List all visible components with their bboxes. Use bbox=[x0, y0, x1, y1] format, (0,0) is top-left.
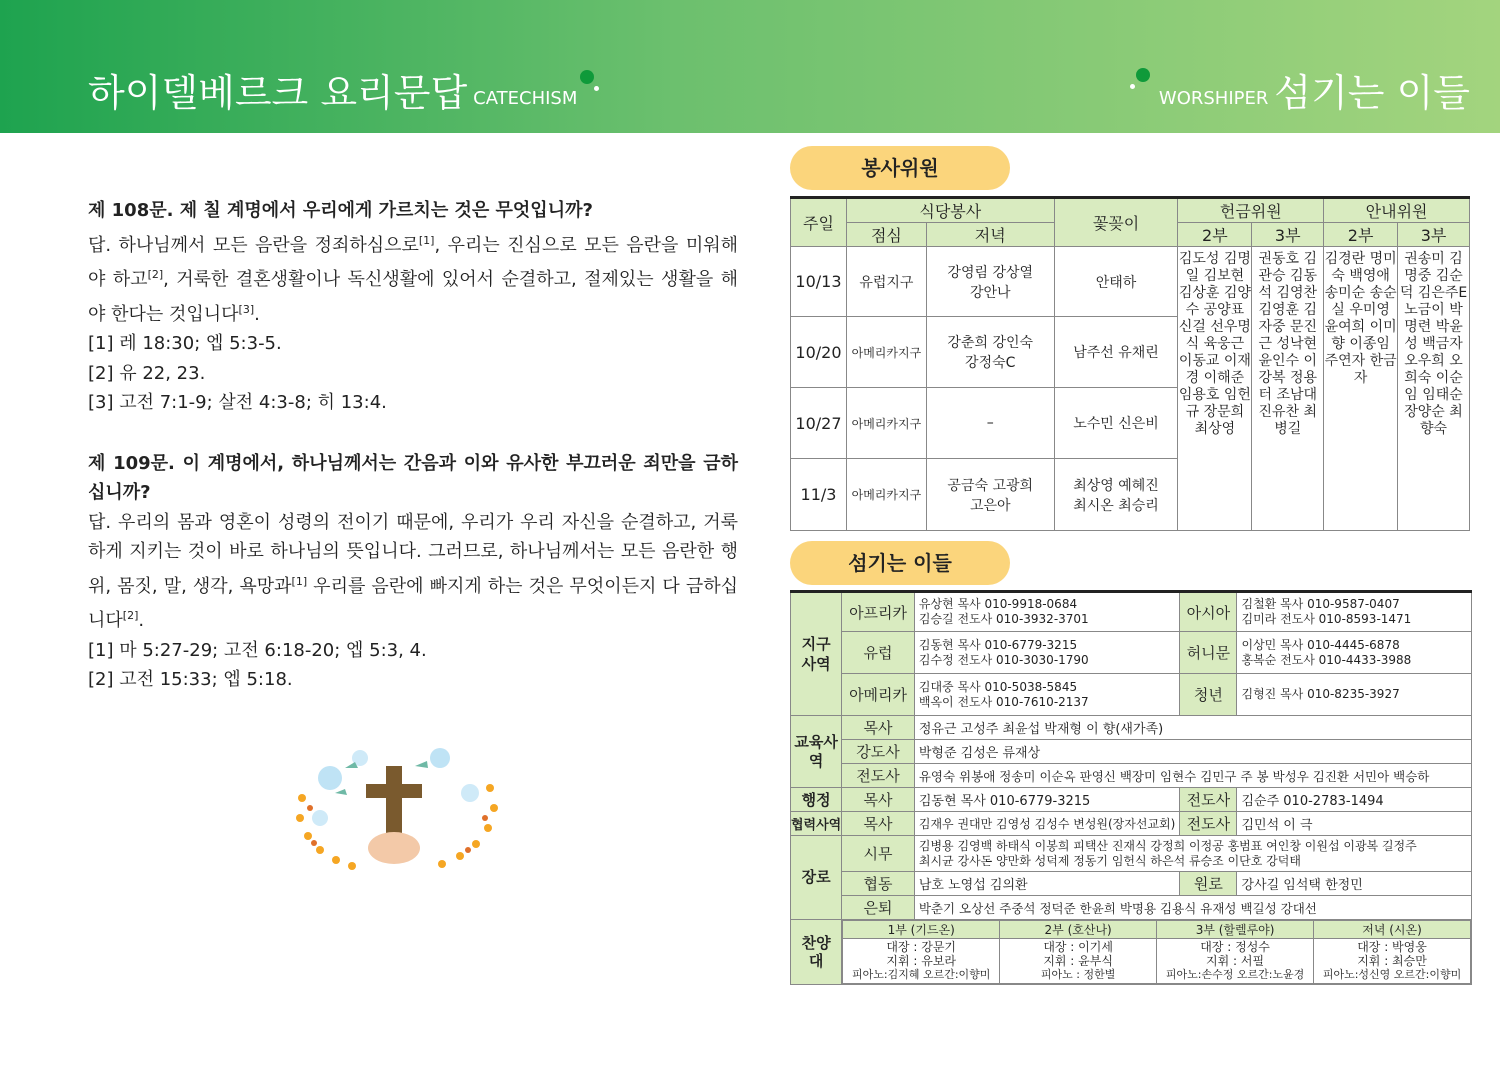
col-guide-2: 2부 bbox=[1324, 223, 1398, 247]
footnote-mark: [3] bbox=[238, 302, 255, 316]
europe-contacts bbox=[914, 632, 1179, 674]
row-date: 10/13 bbox=[791, 247, 847, 317]
america-label: 아메리카 bbox=[842, 674, 915, 716]
elder-label: 장로 bbox=[791, 836, 842, 920]
catechism-body bbox=[88, 196, 738, 695]
name-line: 김병용 김영백 하태식 이봉희 피택산 진재식 강정희 이정공 홍범표 여인창 이원섭 이광복 길정주 bbox=[918, 838, 1417, 853]
white-dot-icon bbox=[594, 86, 599, 91]
guide-2-names: 김경란 명미숙 백영애 송미순 송순실 우미영 윤여희 이미향 이종임 주연자 한금자 bbox=[1324, 247, 1398, 531]
retired-label: 은퇴 bbox=[842, 896, 915, 920]
contact-line: 김수정 전도사 010-3030-1790 bbox=[918, 652, 1089, 667]
active-names bbox=[914, 836, 1471, 872]
cross-illustration bbox=[290, 738, 505, 878]
choir-3-header: 3부 (할렐루야) bbox=[1157, 921, 1314, 939]
contact-line: 김대중 목사 010-5038-5845 bbox=[918, 679, 1078, 694]
table-row bbox=[791, 836, 1472, 872]
col-meal: 식당봉사 bbox=[846, 198, 1054, 223]
white-dot-icon bbox=[1130, 84, 1135, 89]
honeymoon-label: 허니문 bbox=[1180, 632, 1237, 674]
choir-label: 찬양대 bbox=[791, 920, 842, 985]
row-lunch: 아메리카지구 bbox=[846, 459, 926, 531]
worshiper-subtitle: WORSHIPER bbox=[1158, 88, 1269, 109]
contact-line: 김승길 전도사 010-3932-3701 bbox=[918, 612, 1089, 626]
row-lunch: 아메리카지구 bbox=[846, 317, 926, 388]
table-row bbox=[791, 764, 1472, 788]
contact-line: 홍복순 전도사 010-4433-3988 bbox=[1241, 652, 1412, 667]
table-row bbox=[791, 896, 1472, 920]
contact-line: 이상민 목사 010-4445-6878 bbox=[1241, 637, 1400, 652]
choir-4-header: 저녁 (시온) bbox=[1314, 921, 1471, 939]
evangelist-label: 전도사 bbox=[842, 764, 915, 788]
col-guide-3: 3부 bbox=[1398, 223, 1470, 247]
row-dinner: 강영림 강상열 강안나 bbox=[926, 247, 1054, 317]
worshiper-header bbox=[1153, 62, 1470, 117]
choir-line: 대장 : 강문기 bbox=[886, 940, 957, 954]
africa-contacts bbox=[914, 592, 1179, 632]
catechism-title: 하이델베르크 요리문답 bbox=[88, 71, 468, 115]
row-flower: 노수민 신은비 bbox=[1054, 388, 1178, 459]
offering-3-names: 권동호 김관승 김동석 김영찬 김영훈 김자중 문진근 성낙현 윤인수 이강복 정용터 조남대 진유찬 최병길 bbox=[1252, 247, 1324, 531]
row-flower: 최상영 예혜진 최시온 최승리 bbox=[1054, 459, 1178, 531]
choir-cell bbox=[842, 920, 1472, 985]
reference: [1] 마 5:27-29; 고전 6:18-20; 엡 5:3, 4. bbox=[88, 639, 427, 661]
choir-2-body bbox=[1000, 939, 1157, 984]
answer-text: . bbox=[138, 610, 145, 631]
education-label: 교육사역 bbox=[791, 716, 842, 788]
active-label: 시무 bbox=[842, 836, 915, 872]
worshiper-table bbox=[790, 590, 1472, 985]
green-dot-icon bbox=[580, 70, 594, 84]
offering-2-names: 김도성 김명일 김보현 김상훈 김양수 공양표 신걸 선우명식 육웅근 이동교 이재경 이해준 임용호 임헌규 장문희 최상영 bbox=[1178, 247, 1252, 531]
table-row bbox=[791, 920, 1472, 985]
catechism-subtitle: CATECHISM bbox=[473, 88, 578, 109]
row-dinner: 강춘희 강인숙 강정숙C bbox=[926, 317, 1054, 388]
volunteer-table bbox=[790, 196, 1470, 531]
answer-text: . bbox=[254, 303, 260, 325]
name-line: 최시균 강사돈 양만화 성덕제 정동기 임헌식 하은석 류승조 이단호 강덕태 bbox=[918, 853, 1301, 868]
choir-line: 피아노:손수정 오르간:노윤경 bbox=[1165, 968, 1305, 981]
col-offering-3: 3부 bbox=[1252, 223, 1324, 247]
admin-pastor-label: 목사 bbox=[842, 788, 915, 812]
choir-1-body bbox=[843, 939, 1000, 984]
choir-line: 지휘 : 윤부식 bbox=[1043, 954, 1113, 968]
footnote-mark: [2] bbox=[147, 268, 164, 281]
row-lunch: 아메리카지구 bbox=[846, 388, 926, 459]
table-row bbox=[791, 716, 1472, 740]
answer-text: 우리를 음란에 빠지게 하는 것은 무엇이든지 다 금하십니다 bbox=[88, 575, 738, 631]
catechism-header bbox=[88, 62, 583, 117]
coop-evangelist-label: 전도사 bbox=[1180, 812, 1237, 836]
africa-label: 아프리카 bbox=[842, 592, 915, 632]
table-row bbox=[791, 788, 1472, 812]
choir-table bbox=[842, 920, 1471, 984]
row-dinner: 공금숙 고광희 고은아 bbox=[926, 459, 1054, 531]
table-row bbox=[791, 592, 1472, 632]
contact-line: 김동현 목사 010-6779-3215 bbox=[918, 637, 1078, 652]
worshiper-section-title: 섬기는 이들 bbox=[790, 541, 1010, 585]
coop-pastor-names: 김재우 권대만 김영성 김성수 변성원(장자선교회) bbox=[914, 812, 1179, 836]
asia-contacts bbox=[1237, 592, 1472, 632]
retired-names: 박춘기 오상선 주중석 정덕준 한윤희 박명용 김용식 유재성 백길성 강대선 bbox=[914, 896, 1471, 920]
choir-line: 지휘 : 최승만 bbox=[1357, 954, 1427, 968]
asia-label: 아시아 bbox=[1180, 592, 1237, 632]
choir-line: 피아노:성신영 오르간:이향미 bbox=[1322, 968, 1462, 981]
row-date: 10/20 bbox=[791, 317, 847, 388]
answer-108 bbox=[88, 226, 738, 330]
cooperation-label: 협력사역 bbox=[791, 812, 842, 836]
table-row bbox=[791, 674, 1472, 716]
admin-evangelist-contact: 김순주 010-2783-1494 bbox=[1237, 788, 1472, 812]
choir-4-body bbox=[1314, 939, 1471, 984]
emeritus-names: 강사길 임석택 한정민 bbox=[1237, 872, 1472, 896]
pastor-names: 정유근 고성주 최윤섭 박재형 이 향(새가족) bbox=[914, 716, 1471, 740]
pastor-label: 목사 bbox=[842, 716, 915, 740]
coop-evangelist-names: 김민석 이 극 bbox=[1237, 812, 1472, 836]
admin-label: 행정 bbox=[791, 788, 842, 812]
choir-1-header: 1부 (기드온) bbox=[843, 921, 1000, 939]
col-guide: 안내위원 bbox=[1324, 198, 1470, 223]
choir-line: 피아노:김지혜 오르간:이향미 bbox=[851, 968, 991, 981]
table-row bbox=[791, 740, 1472, 764]
col-offering: 헌금위원 bbox=[1178, 198, 1324, 223]
answer-109 bbox=[88, 508, 738, 636]
col-flower: 꽃꽂이 bbox=[1054, 198, 1178, 247]
choir-line: 피아노 : 정한별 bbox=[1040, 968, 1116, 981]
col-lunch: 점심 bbox=[846, 223, 926, 247]
lecturer-names: 박형준 김성은 류재상 bbox=[914, 740, 1471, 764]
europe-label: 유럽 bbox=[842, 632, 915, 674]
choir-2-header: 2부 (호산나) bbox=[1000, 921, 1157, 939]
answer-text: , 거룩한 결혼생활이나 독신생활에 있어서 순결하고, 절제있는 생활을 해야 한다는 것입니다 bbox=[88, 269, 738, 325]
reference: [1] 레 18:30; 엡 5:3-5. bbox=[88, 333, 282, 354]
answer-text: 답. 우리의 몸과 영혼이 성령의 전이기 때문에, 우리가 우리 자신을 순결하고, 거룩하게 지키는 것이 바로 하나님의 뜻입니다. 그러므로, 하나님께서는 모든 음란한 행위, 몸짓, 말, 생각, 욕망과 bbox=[88, 511, 738, 597]
row-flower: 안태하 bbox=[1054, 247, 1178, 317]
footnote-mark: [1] bbox=[291, 574, 308, 588]
contact-line: 김미라 전도사 010-8593-1471 bbox=[1241, 612, 1412, 626]
youth-label: 청년 bbox=[1180, 674, 1237, 716]
associate-names: 남호 노영섭 김의환 bbox=[914, 872, 1179, 896]
table-row bbox=[791, 872, 1472, 896]
table-row bbox=[791, 632, 1472, 674]
footnote-mark: [2] bbox=[122, 609, 139, 622]
answer-text: , 우리는 진심으로 모든 음란을 미워해야 하고 bbox=[88, 234, 738, 290]
col-dinner: 저녁 bbox=[926, 223, 1054, 247]
america-contacts bbox=[914, 674, 1179, 716]
row-flower: 남주선 유채린 bbox=[1054, 317, 1178, 388]
row-date: 10/27 bbox=[791, 388, 847, 459]
choir-line: 대장 : 정성수 bbox=[1200, 940, 1270, 954]
admin-pastor-contact: 김동현 목사 010-6779-3215 bbox=[914, 788, 1179, 812]
evangelist-names: 유영숙 위봉애 정송미 이순옥 판영신 백장미 임현수 김민구 주 봉 박성우 김진환 서민아 백승하 bbox=[914, 764, 1471, 788]
reference: [2] 유 22, 23. bbox=[88, 362, 206, 384]
associate-label: 협동 bbox=[842, 872, 915, 896]
honeymoon-contacts bbox=[1237, 632, 1472, 674]
contact-line: 김철환 목사 010-9587-0407 bbox=[1241, 597, 1400, 611]
emeritus-label: 원로 bbox=[1180, 872, 1237, 896]
contact-line: 유상현 목사 010-9918-0684 bbox=[918, 597, 1078, 611]
admin-evangelist-label: 전도사 bbox=[1180, 788, 1237, 812]
choir-line: 대장 : 이기세 bbox=[1043, 940, 1113, 954]
table-row bbox=[791, 812, 1472, 836]
reference: [3] 고전 7:1-9; 살전 4:3-8; 히 13:4. bbox=[88, 392, 387, 413]
col-offering-2: 2부 bbox=[1178, 223, 1252, 247]
contact-line: 백옥이 전도사 010-7610-2137 bbox=[918, 694, 1089, 709]
worshiper-title: 섬기는 이들 bbox=[1274, 71, 1470, 115]
choir-3-body bbox=[1157, 939, 1314, 984]
green-dot-icon bbox=[1136, 68, 1150, 82]
table-row bbox=[791, 247, 1470, 317]
col-date: 주일 bbox=[791, 198, 847, 247]
coop-pastor-label: 목사 bbox=[842, 812, 915, 836]
row-date: 11/3 bbox=[791, 459, 847, 531]
guide-3-names: 권송미 김명중 김순덕 김은주E 노금이 박명련 박윤성 백금자 오우희 오희숙 이순임 임태순 장양순 최향숙 bbox=[1398, 247, 1470, 531]
reference: [2] 고전 15:33; 엡 5:18. bbox=[88, 669, 293, 690]
answer-text: 답. 하나님께서 모든 음란을 정죄하심으로 bbox=[88, 234, 419, 256]
footnote-mark: [1] bbox=[418, 233, 435, 247]
lecturer-label: 강도사 bbox=[842, 740, 915, 764]
region-label: 지구사역 bbox=[791, 592, 842, 716]
row-lunch: 유럽지구 bbox=[846, 247, 926, 317]
page-header bbox=[0, 0, 1500, 133]
youth-contacts: 김형진 목사 010-8235-3927 bbox=[1237, 674, 1472, 716]
row-dinner: – bbox=[926, 388, 1054, 459]
volunteer-section-title: 봉사위원 bbox=[790, 146, 1010, 190]
choir-line: 지휘 : 유보라 bbox=[886, 954, 957, 968]
question-108: 제 108문. 제 칠 계명에서 우리에게 가르치는 것은 무엇입니까? bbox=[88, 200, 593, 221]
question-109: 제 109문. 이 계명에서, 하나님께서는 간음과 이와 유사한 부끄러운 죄만을 금하십니까? bbox=[88, 452, 738, 503]
choir-line: 대장 : 박영웅 bbox=[1357, 940, 1427, 954]
choir-line: 지휘 : 서필 bbox=[1206, 954, 1265, 968]
